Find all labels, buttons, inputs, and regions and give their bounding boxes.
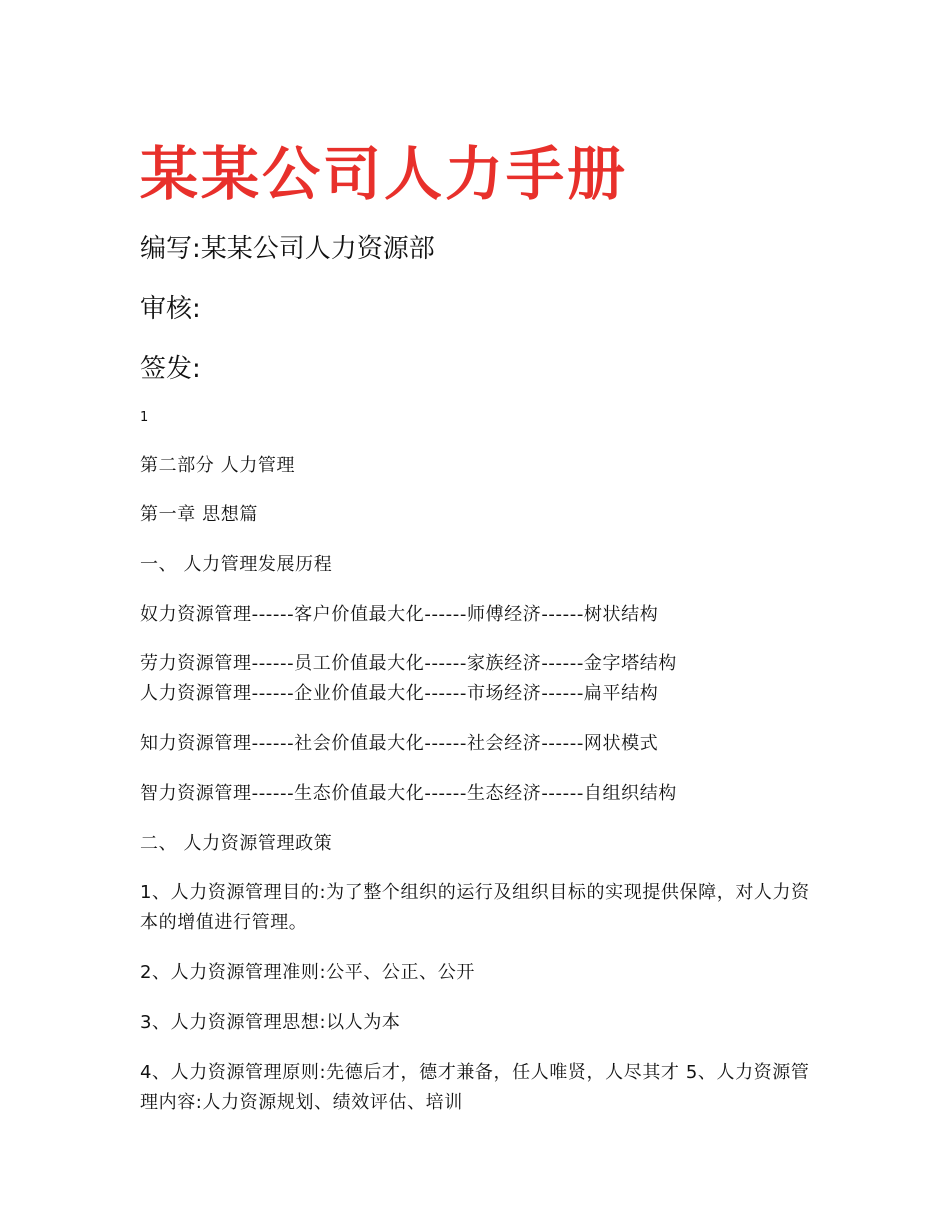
section-heading-policy: 二、 人力资源管理政策 — [140, 833, 333, 854]
author-line: 编写:某某公司人力资源部 — [140, 234, 435, 264]
document-title: 某某公司人力手册 — [140, 140, 629, 208]
chapter-heading: 第一章 思想篇 — [140, 504, 258, 525]
policy-item: 4、人力资源管理原则:先德后才，德才兼备，任人唯贤，人尽其才 5、人力资源管理内容:人力资源规划、绩效评估、培训 — [140, 1062, 810, 1113]
history-line: 人力资源管理------企业价值最大化------市场经济------扁平结构 — [140, 683, 659, 704]
history-line: 奴力资源管理------客户价值最大化------师傅经济------树状结构 — [140, 604, 659, 625]
section-heading-history: 一、 人力管理发展历程 — [140, 554, 333, 575]
history-line: 劳力资源管理------员工价值最大化------家族经济------金字塔结构 — [140, 653, 677, 674]
history-line: 智力资源管理------生态价值最大化------生态经济------自组织结构 — [140, 783, 677, 804]
history-line: 知力资源管理------社会价值最大化------社会经济------网状模式 — [140, 733, 659, 754]
policy-item: 1、人力资源管理目的:为了整个组织的运行及组织目标的实现提供保障，对人力资本的增值进行管理。 — [140, 882, 810, 933]
policy-item: 2、人力资源管理准则:公平、公正、公开 — [140, 962, 475, 983]
policy-item: 3、人力资源管理思想:以人为本 — [140, 1012, 401, 1033]
page-number: 1 — [140, 410, 149, 425]
part-heading: 第二部分 人力管理 — [140, 455, 296, 476]
issue-line: 签发: — [140, 354, 201, 384]
review-line: 审核: — [140, 294, 201, 324]
